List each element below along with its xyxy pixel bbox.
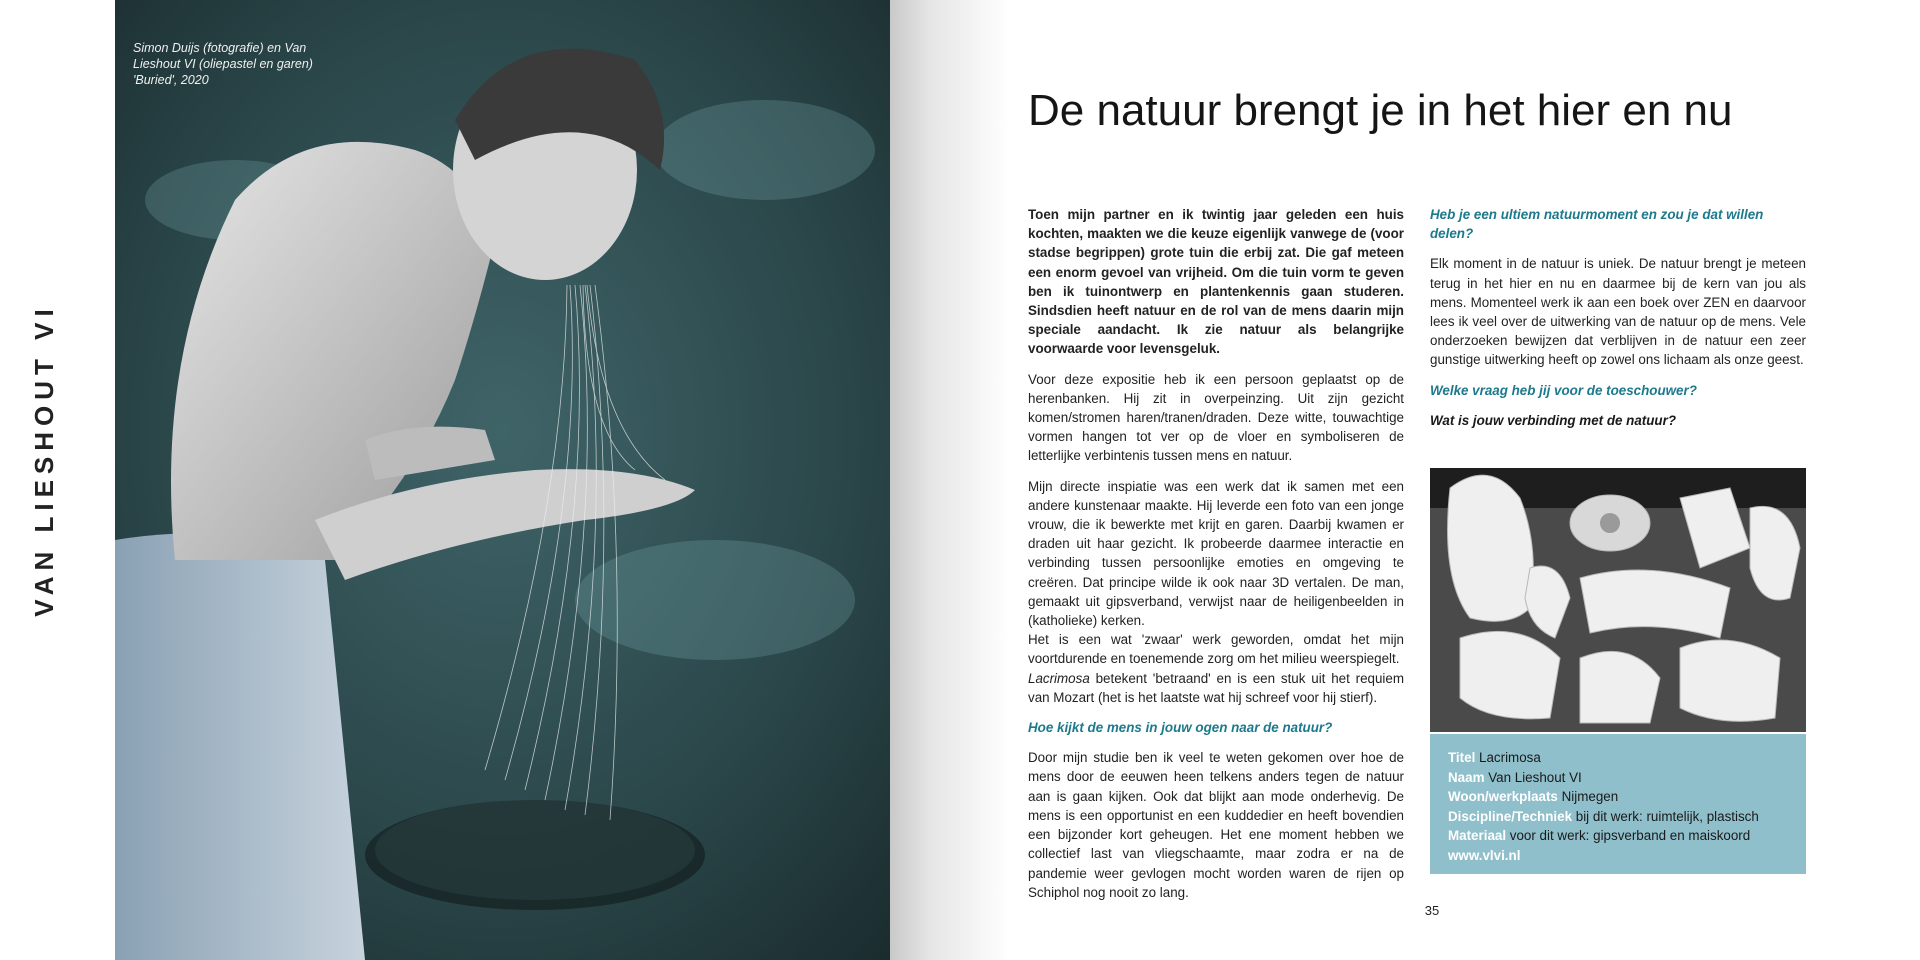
lacrimosa-description: betekent 'betraand' en is een stuk uit het requiem van Mozart (het is het laatste wat hij schreef voor hij stierf). (1028, 670, 1404, 705)
question-2: Heb je een ultiem natuurmoment en zou je dat willen delen? (1430, 207, 1764, 242)
heavy-work-paragraph: Het is een wat 'zwaar' werk geworden, omdat het mijn voortdurende en toenemende zorg om het milieu weerspiegelt. (1028, 632, 1404, 667)
page-spine (890, 0, 1010, 960)
info-material-label: Materiaal (1448, 828, 1507, 844)
info-material-value: voor dit werk: gipsverband en maiskoord (1506, 828, 1751, 844)
question-3a: Welke vraag heb jij voor de toeschouwer? (1430, 382, 1697, 398)
answer-1: Door mijn studie ben ik veel te weten gekomen over hoe de mens door de eeuwen heen telkens anders tegen de natuur aan is gaan kijken. Ook dat blijkt aan mode onderhevig. De mens is een opportunist en een kuddedier en heeft bovendien een bijzonder kort geheugen. Het ene moment hebben we collectief last van vliegschaamte, maar zodra er na de pandemie weer gevlogen mocht worden waren de rijen op Schiphol nog nooit zo lang. (1028, 750, 1404, 900)
info-title-row (1448, 748, 1788, 768)
inspiration-paragraph: Mijn directe inspiatie was een werk dat ik samen met een andere kunstenaar maakte. Hij leverde een foto van een jonge vrouw, die ik bewerkte met krijt en garen. Daarbij kwamen er draden uit haar gezicht. Ik probeerde daarmee interactie en verbinding tussen persoonlijke emoties en omgeving te creëren. Dat principe wilde ik ook naar 3D vertalen. De man, gemaakt uit gipsverband, verwijst naar de heiligenbeelden in (katholieke) kerken. (1028, 478, 1404, 629)
artist-vertical-title: VAN LIESHOUT VI (28, 303, 59, 617)
article-headline: De natuur brengt je in het hier en nu (1028, 86, 1733, 135)
info-discipline-value: bij dit werk: ruimtelijk, plastisch (1572, 808, 1759, 824)
info-name-row (1448, 768, 1788, 788)
artwork-info-box (1430, 734, 1806, 874)
intro-paragraph: Toen mijn partner en ik twintig jaar geleden een huis kochten, maakten we die keuze eigenlijk vanwege de (voor stadse begrippen) grote tuin die erbij zat. Die gaf meteen een enorm gevoel van vrijheid. Om die tuin vorm te geven ben ik tuinontwerp en plantenkennis gaan studeren. Sindsdien heeft natuur en de rol van de mens daarin mijn speciale aandacht. Ik zie natuur als belangrijke voorwaarde voor levensgeluk. (1028, 207, 1404, 357)
website-link[interactable]: www.vlvi.nl (1448, 847, 1521, 863)
info-title-label: Titel (1448, 750, 1476, 765)
info-website-row (1448, 846, 1788, 866)
lacrimosa-paragraph (1028, 669, 1404, 707)
question-3b: Wat is jouw verbinding met de natuur? (1430, 412, 1677, 428)
right-page (1010, 0, 1920, 960)
info-material-row (1448, 826, 1788, 846)
info-location-label: Woon/werkplaats (1448, 789, 1558, 805)
artwork-photo (115, 0, 890, 960)
left-page (0, 0, 890, 960)
page-number: 35 (1424, 903, 1440, 918)
answer-2: Elk moment in de natuur is uniek. De natuur brengt je meteen terug in het hier en nu en daarmee bij de kern van jou als mens. Momenteel werk ik aan een boek over ZEN en daarvoor lees ik veel over de uitwerking van de natuur op de mens. Vele onderzoeken bewijzen dat verblijven in de natuur een zeer gunstige uitwerking heeft op zowel ons lichaam als onze geest. (1430, 256, 1806, 368)
info-name-label: Naam (1448, 769, 1485, 785)
question-1: Hoe kijkt de mens in jouw ogen naar de natuur? (1028, 720, 1333, 736)
info-name-value: Van Lieshout VI (1484, 769, 1582, 785)
info-discipline-label: Discipline/Techniek (1448, 808, 1573, 824)
info-title-value: Lacrimosa (1475, 750, 1541, 765)
photo-caption: Simon Duijs (fotografie) en Van Lieshout VI (oliepastel en garen) 'Buried', 2020 (133, 41, 313, 87)
info-location-row (1448, 787, 1788, 807)
lacrimosa-title: Lacrimosa (1028, 670, 1090, 686)
text-column-left (1028, 205, 1404, 913)
text-column-right (1430, 205, 1806, 441)
plaster-casts-illustration (1430, 468, 1806, 732)
info-location-value: Nijmegen (1557, 789, 1619, 805)
artwork-illustration (115, 0, 890, 960)
studio-photo (1430, 468, 1806, 732)
exhibition-paragraph: Voor deze expositie heb ik een persoon geplaatst op de herenbanken. Hij zit in overpeinzing. Uit zijn gezicht komen/stromen haren/tranen/draden. Deze witte, touwachtige vormen hangen tot ver op de vloer en symboliseren de letterlijke verbintenis tussen mens en natuur. (1028, 371, 1404, 464)
info-discipline-row (1448, 807, 1788, 827)
